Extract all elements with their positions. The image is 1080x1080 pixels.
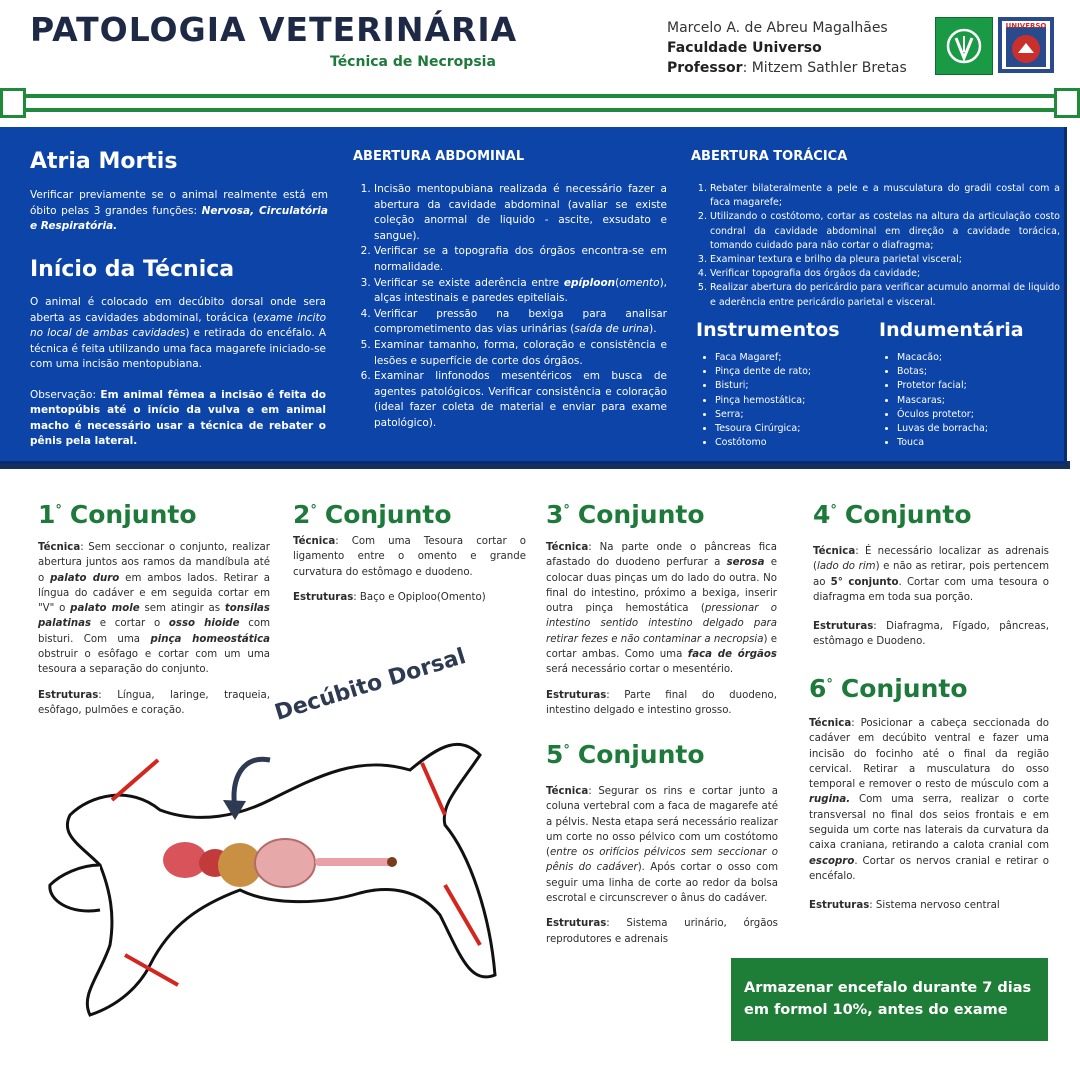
obs-label: Observação:: [30, 388, 101, 401]
list-item: • Costótomo: [715, 436, 875, 450]
list-item: • Faca Magaref;: [715, 351, 875, 365]
inicio-p1-end: ) e retirada do encéfalo. A técnica é feita utilizando uma faca magarefe iniciado-se com uma incisão mentopubiana.: [30, 327, 327, 370]
list-item: 4. Verificar topografia dos órgãos da cavidade;: [710, 267, 1060, 281]
anus-marker: [387, 857, 397, 867]
intestine-organ: [255, 839, 315, 887]
instrumentos-list: [697, 351, 875, 450]
list-item: • Tesoura Cirúrgica;: [715, 422, 875, 436]
institution-name: Faculdade Universo: [667, 40, 822, 56]
inicio-p1-em: exame incito no local de ambas cavidades: [30, 311, 326, 339]
list-item: • Macacão;: [897, 351, 1057, 365]
conj2-text: Técnica: Com uma Tesoura cortar o ligamento entre o omento e grande curvatura do estômago e duodeno. Estruturas: Baço e Opiploo(Omento): [293, 536, 526, 603]
list-item: 3. Examinar textura e brilho da pleura parietal visceral;: [710, 253, 1060, 267]
professor-label: Professor: [667, 60, 743, 76]
conj3-text: Técnica: Na parte onde o pâncreas fica afastado do duodeno perfurar a serosa e colocar duas pinças um do lado do outra. No final do intestino, próximo a bexiga, inserir outra pinça hemostática (pressionar o intestino sentido intestino delgado para retirar fezes e não contaminar a necropsia) e cortar ambas. Como uma faca de órgãos será necessário cortar o mesentério. Estruturas: Parte final do duodeno, intestino delgado e intestino grosso.: [546, 542, 777, 716]
inicio-p1: O animal é colocado em decúbito dorsal onde sera aberta as cavidades abdominal, torácica (: [30, 296, 326, 324]
professor-name: : Mitzem Sathler Bretas: [742, 60, 907, 76]
conj5-text: Técnica: Segurar os rins e cortar junto a coluna vertebral com a faca de magarefe até a pélvis. Nesta etapa será necessário realizar um corte no osso pélvico com um costótomo (entre os orifícios pélvicos sem seccionar o pênis do cadáver). Após cortar o osso com seguir uma linha de corte ao redor da bolsa escrotal e circunscrever o ânus do cadáver. Estruturas: Sistema urinário, órgãos reprodutores e adrenais: [546, 786, 778, 945]
indumentaria-list: [879, 351, 1057, 450]
author-block: [667, 18, 907, 78]
abdominal-title: ABERTURA ABDOMINAL: [353, 149, 525, 164]
conj6-heading: 6° Conjunto: [809, 674, 968, 703]
list-item: 6. Examinar linfonodos mesentéricos em busca de agentes patológicos. Verificar consistência e coloração (ideal fazer coleta de material e enviar para exame patológico).: [374, 369, 667, 431]
conj1-heading: 1° Conjunto: [38, 500, 197, 529]
list-item: 1. Rebater bilateralmente a pele e a musculatura do gradil costal com a faca magarefe;: [710, 182, 1060, 210]
indumentaria-title: Indumentária: [879, 319, 1024, 341]
info-panel: [0, 127, 1067, 464]
abdominal-list: [356, 182, 667, 432]
toracica-title: ABERTURA TORÁCICA: [691, 149, 848, 164]
leaf-icon: [936, 18, 992, 74]
list-item: • Pinça hemostática;: [715, 394, 875, 408]
faculty-logo: [935, 17, 993, 75]
list-item: • Óculos protetor;: [897, 408, 1057, 422]
author-name: Marcelo A. de Abreu Magalhães: [667, 20, 888, 36]
atria-text: [30, 188, 328, 235]
list-item: 5. Examinar tamanho, forma, coloração e consistência e lesões e superfície de corte dos órgãos.: [374, 338, 667, 369]
conj2-heading: 2° Conjunto: [293, 500, 452, 529]
decorative-rail: [0, 88, 1080, 118]
universo-logo-text: UNIVERSO: [1005, 22, 1047, 30]
conj5-heading: 5° Conjunto: [546, 740, 705, 769]
list-item: 4. Verificar pressão na bexiga para analisar comprometimento das vias urinárias (saída de urina).: [374, 307, 667, 338]
list-item: • Luvas de borracha;: [897, 422, 1057, 436]
universo-logo: [998, 17, 1054, 73]
conj4-text: Técnica: É necessário localizar as adrenais (lado do rim) e não as retirar, pois pertencem ao 5° conjunto. Cortar com uma tesoura o diafragma em toda sua porção. Estruturas: Diafragma, Fígado, pâncreas, estômago e Duodeno.: [813, 546, 1049, 648]
atria-emphasis: Nervosa, Circulatória e Respiratória.: [30, 204, 328, 232]
conj3-heading: 3° Conjunto: [546, 500, 705, 529]
toracica-list: [692, 182, 1060, 310]
list-item: 5. Realizar abertura do pericárdio para verificar acumulo anormal de liquido e aderência entre pericárdio parietal e visceral.: [710, 281, 1060, 309]
list-item: 3. Verificar se existe aderência entre epíploon(omento), alças intestinais e paredes epiteliais.: [374, 276, 667, 307]
rectum-organ: [315, 858, 395, 866]
list-item: • Mascaras;: [897, 394, 1057, 408]
instrumentos-title: Instrumentos: [696, 319, 840, 341]
inicio-title: Início da Técnica: [30, 257, 235, 282]
conj4-heading: 4° Conjunto: [813, 500, 972, 529]
diagram-label: Decúbito Dorsal: [272, 644, 469, 726]
page-subtitle: Técnica de Necropsia: [330, 54, 496, 70]
list-item: 2. Utilizando o costótomo, cortar as costelas na altura da articulação costo condral da cavidade abdominal em direção a cavidade torácica, tomando cuidado para não cortar o diafragma;: [710, 210, 1060, 253]
animal-head: [50, 865, 100, 911]
obs-text: Em animal fêmea a incisão é feita do mentopúbis até o início da vulva e em animal macho é necessário usar a técnica de rebater o pênis pela lateral.: [30, 388, 326, 447]
page-title: PATOLOGIA VETERINÁRIA: [30, 10, 518, 49]
list-item: 1. Incisão mentopubiana realizada é necessário fazer a abertura da cavidade abdominal (avaliar se existe coleção anormal de liquido - ascite, exsudato e sangue).: [374, 182, 667, 244]
list-item: • Botas;: [897, 365, 1057, 379]
conj6-text: Técnica: Posicionar a cabeça seccionada do cadáver em decúbito ventral e fazer uma incisão do focinho até o final da região cervical. Retirar a musculatura do osso temporal e remover o resto de músculo com a rugina. Com uma serra, realizar o corte transversal no final dos seios frontais e em seguida um corte nas laterais da curvatura da caixa craniana, retirando a calota cranial com escopro. Cortar os nervos cranial e retirar o encéfalo. Estruturas: Sistema nervoso central: [809, 718, 1049, 912]
inicio-text: [30, 295, 326, 450]
list-item: • Bisturi;: [715, 379, 875, 393]
list-item: • Touca: [897, 436, 1057, 450]
list-item: • Pinça dente de rato;: [715, 365, 875, 379]
atria-title: Atria Mortis: [30, 149, 178, 174]
list-item: 2. Verificar se a topografia dos órgãos encontra-se em normalidade.: [374, 244, 667, 275]
conj1-text: Técnica: Sem seccionar o conjunto, realizar abertura juntos aos ramos da mandíbula até o palato duro em ambos lados. Retirar a língua do cadáver e em seguida cortar em "V" o palato mole sem atingir as tonsilas palatinas e cortar o osso hioide com bisturi. Com uma pinça homeostática obstruir o esôfago e cortar com um uma tesoura a separação do conjunto. Estruturas: Língua, laringe, traqueia, esôfago, pulmões e coração.: [38, 542, 271, 716]
storage-note: Armazenar encefalo durante 7 dias em formol 10%, antes do exame: [731, 958, 1048, 1041]
atria-body: Verificar previamente se o animal realmente está em óbito pelas 3 grandes funções:: [30, 189, 328, 217]
list-item: • Protetor facial;: [897, 379, 1057, 393]
list-item: • Serra;: [715, 408, 875, 422]
dorsal-recumbency-diagram: [40, 715, 520, 1025]
